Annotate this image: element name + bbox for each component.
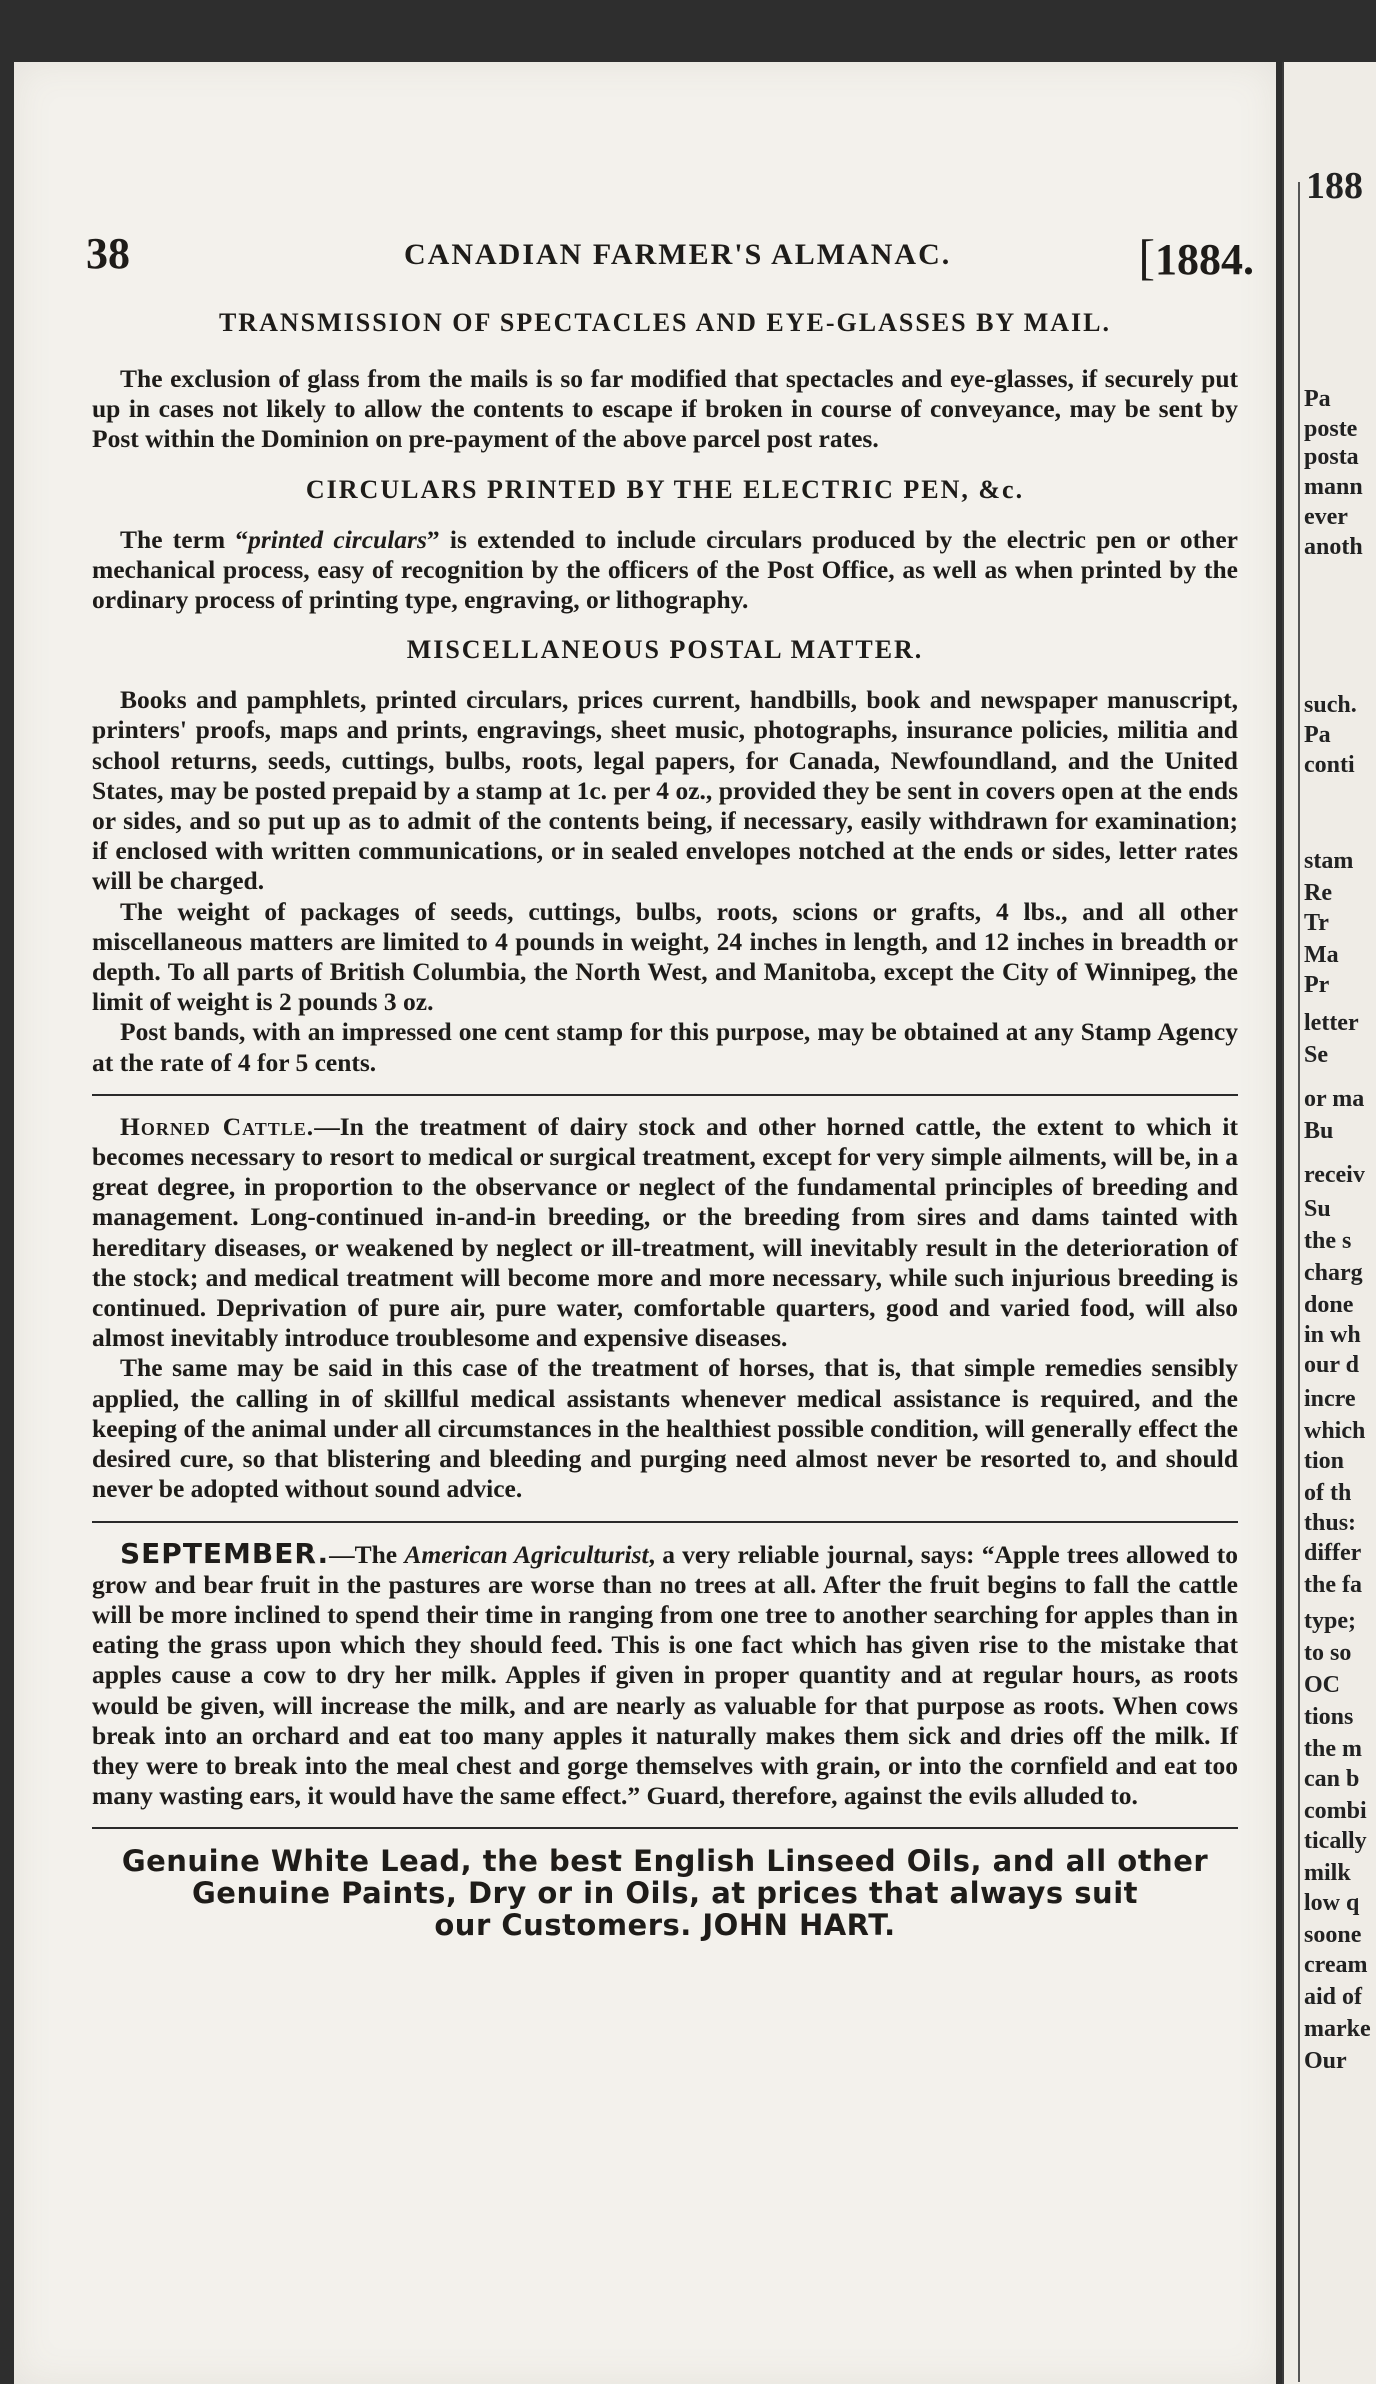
page-content bbox=[92, 304, 1238, 1941]
adjacent-page-fragment: 188 bbox=[1306, 165, 1363, 207]
adjacent-page-fragment: in wh bbox=[1304, 1322, 1361, 1348]
adjacent-page-fragment: combi bbox=[1304, 1798, 1367, 1824]
paragraph-misc-3: Post bands, with an impressed one cent stamp for this purpose, may be obtained at any Stamp Agency at the rate of 4 for 5 cents. bbox=[92, 1017, 1238, 1077]
adjacent-page-fragment: Pa bbox=[1304, 722, 1331, 748]
adjacent-page-fragment: anoth bbox=[1304, 534, 1363, 560]
september-lead: SEPTEMBER. bbox=[120, 1536, 330, 1570]
running-head bbox=[74, 228, 1254, 285]
adjacent-page-fragment: Ma bbox=[1304, 942, 1339, 968]
adjacent-page-fragment: tions bbox=[1304, 1704, 1354, 1730]
adjacent-page-fragment: done bbox=[1304, 1292, 1354, 1318]
paragraph-cattle-2: The same may be said in this case of the treatment of horses, that is, that simple remedies sensibly applied, the calling in of skillful medical assistants whenever medical assistance is required, and the keeping of the animal under all circumstances in the healthiest possible condition, will generally effect the desired cure, so that blistering and bleeding and purging need almost never be resorted to, and should never be adopted without sound advice. bbox=[92, 1353, 1238, 1504]
adjacent-page-fragment: the fa bbox=[1304, 1572, 1362, 1598]
adjacent-page-fragment: type; bbox=[1304, 1608, 1356, 1634]
adjacent-page-fragment: Pr bbox=[1304, 972, 1330, 998]
adjacent-page-fragment: ever bbox=[1304, 504, 1348, 530]
adjacent-page-fragment: or ma bbox=[1304, 1086, 1365, 1112]
adjacent-page-fragment: Su bbox=[1304, 1196, 1331, 1222]
adjacent-page-fragment: soone bbox=[1304, 1922, 1362, 1948]
adjacent-page-fragment: stam bbox=[1304, 848, 1354, 874]
adjacent-page-fragment: posta bbox=[1304, 444, 1359, 470]
adjacent-page-fragment: of th bbox=[1304, 1480, 1352, 1506]
adjacent-page-fragment: the m bbox=[1304, 1736, 1362, 1762]
adjacent-page-fragment: tion bbox=[1304, 1448, 1345, 1474]
page-number: 38 bbox=[86, 229, 130, 278]
adjacent-page-fragment: the s bbox=[1304, 1228, 1352, 1254]
adjacent-page-rule bbox=[1298, 182, 1300, 2382]
paragraph-misc-1: Books and pamphlets, printed circulars, prices current, handbills, book and newspaper manuscript, printers' proofs, maps and prints, engravings, sheet music, photographs, insurance policies, militia and school returns, seeds, cuttings, bulbs, roots, legal papers, for Canada, Newfoundland, and the United States, may be posted prepaid by a stamp at 1c. per 4 oz., provided they be sent in covers open at the ends or sides, and so put up as to admit of the contents being, if necessary, easily withdrawn for examination; if enclosed with written communications, or in sealed envelopes notched at the ends or sides, letter rates will be charged. bbox=[92, 685, 1238, 896]
running-year: [1884. bbox=[1138, 229, 1254, 285]
adjacent-page-fragment: letter bbox=[1304, 1010, 1359, 1036]
advert-line-1: Genuine White Lead, the best English Linseed Oils, and all other bbox=[121, 1844, 1209, 1879]
adjacent-page-fragment: aid of bbox=[1304, 1984, 1363, 2010]
adjacent-page-fragment: milk bbox=[1304, 1860, 1351, 1886]
adjacent-page-fragment: Tr bbox=[1304, 910, 1329, 936]
adjacent-page-fragment: Se bbox=[1304, 1042, 1328, 1068]
adjacent-page-fragment: can b bbox=[1304, 1766, 1360, 1792]
adjacent-page-fragment: mann bbox=[1304, 474, 1363, 500]
paragraph-misc-2: The weight of packages of seeds, cuttings, bulbs, roots, scions or grafts, 4 lbs., and all other miscellaneous matters are limited to 4 pounds in weight, 24 inches in length, and 12 inches in breadth or depth. To all parts of British Columbia, the North West, and Manitoba, except the City of Winnipeg, the limit of weight is 2 pounds 3 oz. bbox=[92, 896, 1238, 1017]
adjacent-page-fragment: Our bbox=[1304, 2048, 1347, 2074]
heading-misc: MISCELLANEOUS POSTAL MATTER. bbox=[406, 635, 924, 665]
heading-circulars: CIRCULARS PRINTED BY THE ELECTRIC PEN, &c. bbox=[305, 474, 1025, 504]
adjacent-page-fragment: which bbox=[1304, 1418, 1366, 1444]
adjacent-page-fragment: thus: bbox=[1304, 1510, 1357, 1536]
adjacent-page-fragment: Re bbox=[1304, 880, 1332, 906]
paragraph-circulars: The term “printed circulars” is extended to include circulars produced by the electric pen or other mechanical process, easy of recognition by the officers of the Post Office, as well as when printed by the ordinary process of printing type, engraving, or lithography. bbox=[92, 524, 1238, 615]
adjacent-page-fragment: cream bbox=[1304, 1952, 1368, 1978]
adjacent-page-fragment: our d bbox=[1304, 1352, 1359, 1378]
adjacent-page-fragment: marke bbox=[1304, 2016, 1371, 2042]
adjacent-page-fragment: OC bbox=[1304, 1672, 1340, 1698]
adjacent-page-fragment: to so bbox=[1304, 1640, 1352, 1666]
cattle-lead: Horned Cattle. bbox=[120, 1111, 315, 1141]
paragraph-cattle-1: Horned Cattle.—In the treatment of dairy stock and other horned cattle, the extent to which it becomes necessary to resort to medical or surgical treatment, except for very simple ailments, will be, in a great degree, in proportion to the observance or neglect of the fundamental principles of breeding and management. Long-continued in-and-in breeding, or the breeding from sires and dams tainted with hereditary diseases, or weakened by neglect or ill-treatment, will inevitably result in the deterioration of the stock; and medical treatment will become more and more necessary, while such injurious breeding is continued. Deprivation of pure air, pure water, comfortable quarters, good and varied food, will also almost inevitably introduce troublesome and expensive diseases. bbox=[92, 1111, 1238, 1353]
advert-line-3: our Customers. JOHN HART. bbox=[434, 1908, 896, 1943]
adjacent-page-fragment: incre bbox=[1304, 1386, 1356, 1412]
adjacent-page-fragment: Pa bbox=[1304, 386, 1331, 412]
journal-name: American Agriculturist bbox=[404, 1539, 649, 1569]
adjacent-page-edge bbox=[1282, 62, 1376, 2384]
adjacent-page-fragment: conti bbox=[1304, 752, 1355, 778]
adjacent-page-fragment: tically bbox=[1304, 1828, 1367, 1854]
adjacent-page-fragment: differ bbox=[1304, 1540, 1362, 1566]
adjacent-page-fragment: Bu bbox=[1304, 1118, 1334, 1144]
adjacent-page-fragment: such. bbox=[1304, 692, 1357, 718]
adjacent-page-fragment: charg bbox=[1304, 1260, 1363, 1286]
heading-spectacles: TRANSMISSION OF SPECTACLES AND EYE-GLASSES BY MAIL. bbox=[218, 308, 1112, 337]
printed-circulars-term: printed circulars bbox=[248, 524, 427, 554]
john-hart-advert bbox=[92, 1845, 1238, 1941]
almanac-page bbox=[14, 62, 1276, 2384]
paragraph-september: SEPTEMBER.—The American Agriculturist, a very reliable journal, says: “Apple trees allowed to grow and bear fruit in the pastures are worse than no trees at all. After the fruit begins to fall the cattle will be more inclined to spend their time in ranging from one tree to another searching for apples than in eating the grass upon which they should feed. This is one fact which has given rise to the mistake that apples cause a cow to dry her milk. Apples if given in proper quantity and at regular hours, as roots would be given, will increase the milk, and are nearly as valuable for that purpose as roots. When cows break into an orchard and eat too many apples it naturally makes them sick and dries off the milk. If they were to break into the meal chest and gorge themselves with grain, or into the cornfield and eat too many wasting ears, it would have the same effect.” Guard, therefore, against the evils alluded to. bbox=[92, 1536, 1238, 1811]
advert-line-2: Genuine Paints, Dry or in Oils, at prices that always suit bbox=[192, 1876, 1138, 1911]
running-title: CANADIAN FARMER'S ALMANAC. bbox=[404, 238, 952, 271]
adjacent-page-fragment: receiv bbox=[1304, 1162, 1365, 1188]
adjacent-page-fragment: low q bbox=[1304, 1890, 1360, 1916]
adjacent-page-fragment: poste bbox=[1304, 416, 1358, 442]
paragraph-spectacles: The exclusion of glass from the mails is so far modified that spectacles and eye-glasses, if securely put up in cases not likely to allow the contents to escape if broken in course of conveyance, may be sent by Post within the Dominion on pre-payment of the above parcel post rates. bbox=[92, 364, 1238, 454]
